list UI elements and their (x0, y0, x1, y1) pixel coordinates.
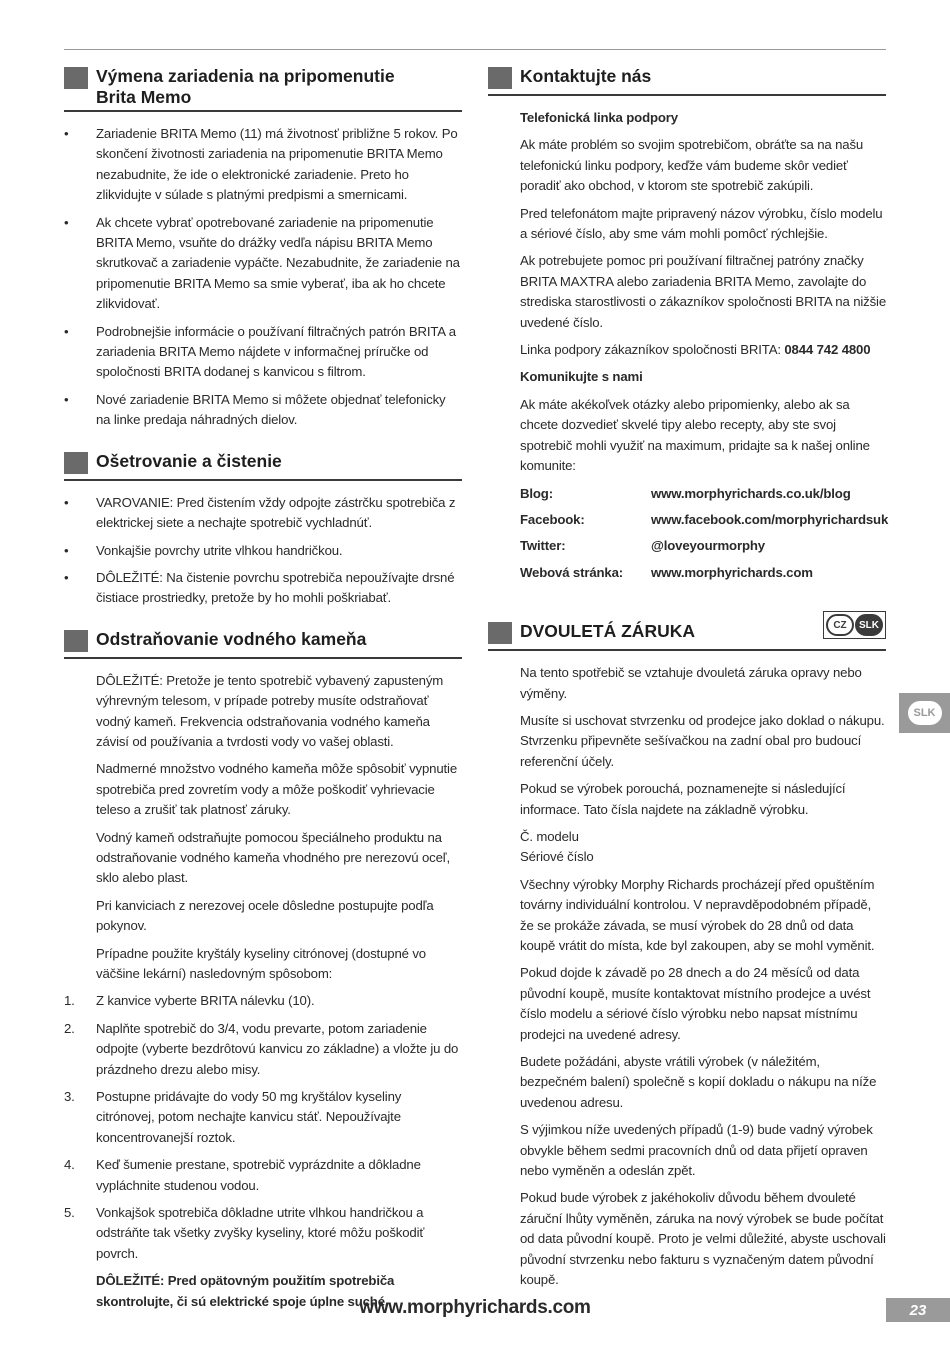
heading-square-icon (64, 67, 88, 89)
social-link-twitter[interactable]: @loveyourmorphy (651, 538, 765, 554)
heading-warranty: DVOULETÁ ZÁRUKA (520, 621, 695, 642)
top-rule (64, 49, 886, 50)
heading-square-icon (64, 452, 88, 474)
section-heading-contact (488, 62, 886, 96)
paragraph: Na tento spotřebič se vztahuje dvouletá záruka opravy nebo výměny. (520, 665, 862, 701)
paragraph: Všechny výrobky Morphy Richards procházejí před opuštěním továrny individuální kontrolou. V nepravděpodobném případě, že se prokáže závada, se musí výrobek do 28 dnů od data koupě vrátit do místa, kde byl zakoupen, aby se mohl vyměnit. (520, 876, 875, 953)
social-link-website[interactable]: www.morphyrichards.com (651, 564, 813, 580)
paragraph: Musíte si uschovat stvrzenku od prodejce jako doklad o nákupu. Stvrzenku připevněte sešívačkou na zadní obal pro budoucí referenční účely. (520, 712, 885, 769)
list-item: • Nové zariadenie BRITA Memo si môžete objednať telefonicky na linke predaja náhradných dielov. (64, 391, 446, 428)
paragraph: Prípadne použite kryštály kyseliny citrónovej (dostupné vo väčšine lekární) nasledovným spôsobom: (96, 945, 426, 981)
social-label-facebook: Facebook: (520, 511, 585, 527)
paragraph: Pokud se výrobek porouchá, poznamenejte si následující informace. Tato čísla najdete na základně výrobku. (520, 781, 846, 817)
final-warning: DÔLEŽITÉ: Pred opätovným použitím spotrebiča skontrolujte, či sú elektrické spoje úplne suché. (96, 1273, 395, 1309)
paragraph: Pri kanviciach z nerezovej ocele dôsledne postupujte podľa pokynov. (96, 897, 434, 934)
paragraph: S výjimkou níže uvedených případů (1-9) bude vadný výrobek obvykle během sedmi pracovních dnů od data přijetí opraven nebo vyměněn a odeslán zpět. (520, 1122, 873, 1179)
section-heading-descale (64, 625, 462, 659)
badge-slk: SLK (855, 614, 883, 636)
memo-bullet-list (64, 124, 462, 431)
paragraph: Pokud bude výrobek z jakéhokoliv důvodu během dvouleté záruční lhůty vyměněn, záruka na nový výrobek se bude počítat od data původní koupě. Proto je velmi důležité, abyste uschovali původní stvrzenku nebo fakturu s vyznačeným datem původní koupě. (520, 1190, 886, 1288)
right-column (488, 62, 889, 1298)
hotline-line: Linka podpory zákazníkov spoločnosti BRITA: 0844 742 4800 (520, 342, 871, 358)
list-item: • VAROVANIE: Pred čistením vždy odpojte zástrčku spotrebiča z elektrickej siete a nechajte spotrebič vychladnúť. (64, 494, 456, 531)
list-item: • Vonkajšie povrchy utrite vlhkou handričkou. (64, 542, 343, 558)
left-column (64, 62, 462, 1319)
heading-contact: Kontaktujte nás (520, 66, 652, 86)
heading-cleaning: Ošetrovanie a čistenie (96, 450, 282, 471)
language-badges (823, 611, 886, 639)
side-tab-label: SLK (908, 701, 942, 725)
section-heading-memo (64, 62, 462, 112)
heading-square-icon (488, 67, 512, 89)
paragraph: Pred telefonátom majte pripravený názov výrobku, číslo modelu a sériové číslo, aby sme vám mohli pomôcť rýchlejšie. (520, 205, 883, 242)
list-item: • DÔLEŽITÉ: Na čistenie povrchu spotrebiča nepoužívajte drsné čistiace prostriedky, pretože by ho mohli poškriabať. (64, 569, 455, 606)
model-serial-lines: Č. modelu Sériové číslo (520, 828, 594, 865)
footer-url: www.morphyrichards.com (359, 1297, 591, 1318)
step-item: 2. Naplňte spotrebič do 3/4, vodu prevarte, potom zariadenie odpojte (vyberte bezdrôtovú kanvicu zo základne) a vložte ju do prázdneho drezu alebo misy. (64, 1020, 459, 1077)
heading-memo: Výmena zariadenia na pripomenutie Brita Memo (96, 66, 395, 107)
section-heading-warranty (488, 617, 886, 651)
social-label-blog: Blog: (520, 485, 553, 501)
list-item: • Zariadenie BRITA Memo (11) má životnosť približne 5 rokov. Po skončení životnosti zariadenia na pripomenutie BRITA Memo nezabudnite, že ide o elektronické zariadenie. Preto ho zlikvidujte v súlade s platnými predpismi a smernicami. (64, 126, 458, 203)
language-side-tab (899, 693, 950, 733)
social-label-website: Webová stránka: (520, 564, 624, 580)
social-label-twitter: Twitter: (520, 538, 566, 554)
heading-square-icon (488, 622, 512, 644)
paragraph: Ak máte akékoľvek otázky alebo pripomienky, alebo ak sa chcete dozvedieť skvelé tipy alebo recepty, aby ste svoj spotrebič mohli využiť na maximum, pridajte sa k našej online komunite: (520, 396, 870, 474)
heading-square-icon (64, 630, 88, 652)
contact-body (488, 108, 889, 583)
paragraph: Vodný kameň odstraňujte pomocou špeciálneho produktu na odstraňovanie vodného kameňa vhodného pre nerezovú oceľ, sklo alebo plast. (96, 829, 450, 886)
list-item: • Podrobnejšie informácie o používaní filtračných patrón BRITA a zariadenia BRITA Memo nájdete v informačnej príručke od spoločnosti BRITA dodanej s kanvicou s filtrom. (64, 323, 456, 380)
paragraph: Budete požádáni, abyste vrátili výrobek (v náležitém, bezpečném balení) společně s kopií dokladu o nákupu na níže uvedenou adresu. (520, 1054, 877, 1110)
social-link-blog[interactable]: www.morphyrichards.co.uk/blog (651, 485, 851, 501)
subheading-communicate: Komunikujte s nami (520, 369, 643, 385)
step-item: 1. Z kanvice vyberte BRITA nálevku (10). (64, 993, 315, 1009)
paragraph: Nadmerné množstvo vodného kameňa môže spôsobiť vypnutie spotrebiča pred zovretím vody a môže poškodiť vyhrievacie teleso a zrušiť tak platnosť záruky. (96, 761, 458, 818)
paragraph: Ak potrebujete pomoc pri používaní filtračnej patróny značky BRITA MAXTRA alebo zariadenia BRITA Memo, zavolajte do strediska starostlivosti o zákazníkov spoločnosti BRITA na nižšie uvedené číslo. (520, 253, 887, 330)
list-item: • Ak chcete vybrať opotrebované zariadenie na pripomenutie BRITA Memo, vsuňte do drážky vedľa nápisu BRITA Memo skrutkovač a zariadenie vypáčte. Nezabudnite, že zariadenie na pripomenutie BRITA Memo sa smie vyberať, iba ak ho chcete zlikvidovať. (64, 214, 460, 312)
step-item: 5. Vonkajšok spotrebiča dôkladne utrite vlhkou handričkou a odstráňte tak všetky zvyšky kyseliny, ktoré môžu poškodiť povrch. (64, 1205, 425, 1261)
social-link-facebook[interactable]: www.facebook.com/morphyrichardsuk (651, 511, 889, 527)
paragraph: Pokud dojde k závadě po 28 dnech a do 24 měsíců od data původní koupě, musíte kontaktovat místního prodejce a uvést číslo modelu a sériové číslo výrobku nebo napsat místnímu prodejci na uvedené adresy. (520, 965, 871, 1042)
step-item: 3. Postupne pridávajte do vody 50 mg kryštálov kyseliny citrónovej, potom nechajte kanvicu stáť. Nepoužívajte koncentrovanejší roztok. (64, 1089, 402, 1145)
page-number: 23 (886, 1298, 950, 1322)
subheading-phone-support: Telefonická linka podpory (520, 110, 678, 125)
heading-descale: Odstraňovanie vodného kameňa (96, 628, 367, 649)
descale-steps (64, 991, 462, 1264)
social-links-table (520, 484, 889, 584)
badge-cz: CZ (826, 614, 854, 636)
section-heading-cleaning (64, 447, 462, 481)
step-item: 4. Keď šumenie prestane, spotrebič vyprázdnite a dôkladne vypláchnite studenou vodou. (64, 1157, 421, 1193)
descale-paragraphs (64, 671, 462, 985)
paragraph: Ak máte problém so svojim spotrebičom, obráťte sa na našu telefonickú linku podpory, keďže vám budeme skôr vedieť poradiť ako obchod, v ktorom ste spotrebič zakúpili. (520, 137, 864, 194)
warranty-body (488, 663, 886, 1290)
hotline-number: 0844 742 4800 (784, 342, 871, 358)
cleaning-bullet-list (64, 493, 462, 609)
paragraph: DÔLEŽITÉ: Pretože je tento spotrebič vybavený zapusteným výhrevným telesom, v prípade potreby musíte odstraňovať vodný kameň. Frekvencia odstraňovania vodného kameňa závisí od používania a tvrdosti vody vo vašej oblasti. (96, 672, 444, 749)
